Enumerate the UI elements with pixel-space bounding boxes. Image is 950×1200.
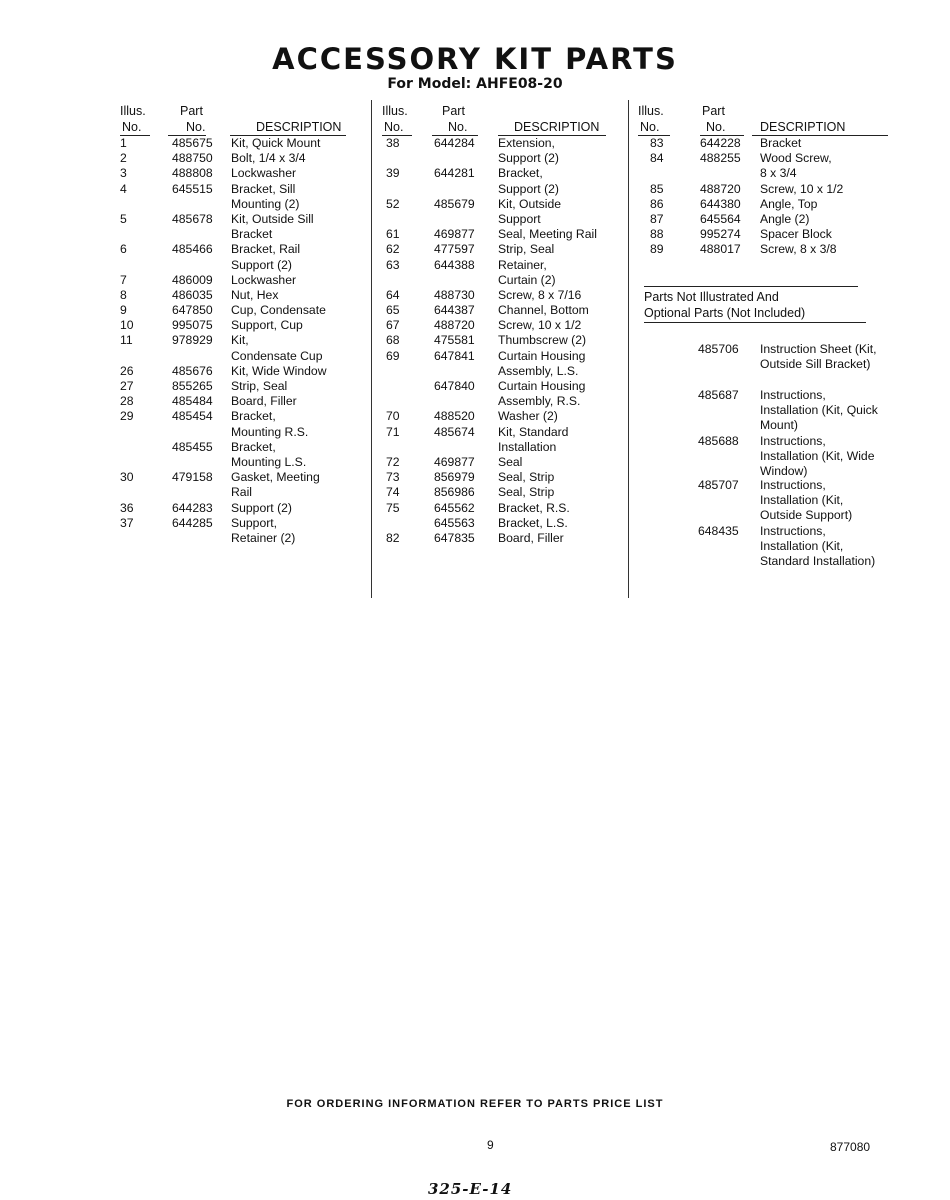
- table-row: [634, 182, 896, 197]
- part-description: Instructions, Installation (Kit, Outside Support): [760, 478, 853, 523]
- table-row: [378, 318, 630, 333]
- part-description: Bracket, Rail: [231, 242, 301, 257]
- part-description: Screw, 10 x 1/2: [498, 318, 582, 333]
- illus-number: 7: [120, 272, 127, 287]
- table-row: [634, 166, 896, 181]
- part-number: 644281: [434, 166, 475, 181]
- part-description: Instructions, Installation (Kit, Standard Installation): [760, 524, 876, 569]
- illus-number: 61: [386, 227, 400, 242]
- part-description: Lockwasher: [231, 272, 297, 287]
- part-number: 485688: [698, 434, 739, 448]
- part-number: 488017: [700, 242, 741, 257]
- part-description: Bolt, 1/4 x 3/4: [231, 151, 306, 166]
- table-row: [634, 242, 896, 257]
- part-number: 647841: [434, 348, 475, 363]
- parts-list: [378, 136, 630, 546]
- table-row: [378, 166, 630, 181]
- part-description: Kit,: [231, 333, 249, 348]
- parts-column-1: [114, 100, 376, 546]
- table-row: [114, 516, 376, 531]
- illus-number: 62: [386, 242, 400, 257]
- part-number: 488808: [172, 166, 213, 181]
- illus-number: 52: [386, 196, 400, 211]
- table-row: [114, 425, 376, 440]
- part-description: Bracket: [760, 136, 802, 150]
- illus-number: 36: [120, 500, 134, 515]
- illus-number: 6: [120, 242, 127, 257]
- part-description: Retainer (2): [231, 530, 296, 545]
- part-description: Rail: [231, 485, 252, 500]
- illus-number: 89: [650, 242, 664, 257]
- illus-number: 1: [120, 136, 127, 150]
- table-row: [378, 501, 630, 516]
- table-row: [114, 440, 376, 455]
- part-description: Wood Screw,: [760, 151, 832, 166]
- part-description: Cup, Condensate: [231, 303, 326, 318]
- part-description: Seal: [498, 454, 523, 469]
- illus-number: 82: [386, 530, 400, 545]
- illus-number: 65: [386, 303, 400, 318]
- part-number: 644284: [434, 136, 475, 150]
- table-row: [114, 501, 376, 516]
- part-number: 647840: [434, 379, 475, 393]
- part-number: 488750: [172, 151, 213, 166]
- part-description: Bracket,: [498, 166, 543, 181]
- table-row: [378, 531, 630, 546]
- table-row: [378, 379, 630, 394]
- table-row: [114, 197, 376, 212]
- part-number: 644388: [434, 257, 475, 272]
- table-row: [634, 212, 896, 227]
- part-description: Mounting L.S.: [231, 454, 307, 469]
- table-row: [378, 303, 630, 318]
- illus-number: 83: [650, 136, 664, 150]
- part-description: Curtain Housing: [498, 348, 586, 363]
- illus-number: 2: [120, 151, 127, 166]
- part-description: Screw, 10 x 1/2: [760, 181, 844, 196]
- illus-number: 3: [120, 166, 127, 181]
- part-description: Condensate Cup: [231, 348, 323, 363]
- part-description: Washer (2): [498, 409, 558, 424]
- illus-number: 73: [386, 470, 400, 485]
- part-description: Retainer,: [498, 257, 547, 272]
- part-number: 488720: [434, 318, 475, 333]
- part-number: 485484: [172, 394, 213, 409]
- illus-number: 9: [120, 303, 127, 318]
- illus-number: 86: [650, 196, 664, 211]
- part-description: Kit, Standard: [498, 424, 569, 439]
- part-number: 648435: [698, 524, 739, 538]
- illus-number: 87: [650, 211, 664, 226]
- part-number: 645515: [172, 181, 213, 196]
- part-number: 644380: [700, 196, 741, 211]
- part-description: Seal, Strip: [498, 485, 555, 500]
- part-description: Strip, Seal: [231, 379, 288, 393]
- part-no-header: No.: [448, 120, 468, 134]
- illus-number: 29: [120, 409, 134, 424]
- part-number: 488730: [434, 287, 475, 302]
- part-number: 485679: [434, 196, 475, 211]
- illus-number: 71: [386, 424, 400, 439]
- part-description: Support (2): [231, 500, 292, 515]
- part-description: Installation: [498, 439, 557, 454]
- part-number: 477597: [434, 242, 475, 257]
- optional-title-line-2: Optional Parts (Not Included): [644, 306, 806, 320]
- table-row: [114, 288, 376, 303]
- illus-number: 38: [386, 136, 400, 150]
- part-no-header: No.: [186, 120, 206, 134]
- part-description: Curtain (2): [498, 272, 556, 287]
- part-description: Support (2): [231, 257, 292, 272]
- description-header: DESCRIPTION: [760, 120, 846, 134]
- part-number: 486035: [172, 287, 213, 302]
- table-row: [378, 409, 630, 424]
- part-number: 647850: [172, 303, 213, 318]
- parts-list: [114, 136, 376, 546]
- part-description: Support, Cup: [231, 318, 303, 333]
- illus-number: 26: [120, 363, 134, 378]
- table-row: [114, 318, 376, 333]
- illus-no-header: No.: [384, 120, 404, 134]
- table-row: [378, 364, 630, 379]
- table-row: [378, 485, 630, 500]
- illus-number: 5: [120, 211, 127, 226]
- part-number: 469877: [434, 227, 475, 242]
- table-row: [114, 455, 376, 470]
- table-row: [634, 136, 896, 151]
- table-row: [378, 182, 630, 197]
- part-description: Instructions, Installation (Kit, Wide Window): [760, 434, 875, 479]
- table-row: [378, 197, 630, 212]
- part-description: Mounting R.S.: [231, 424, 309, 439]
- parts-column-3: [634, 100, 896, 569]
- part-number: 485454: [172, 409, 213, 424]
- illus-header: Illus.: [120, 104, 146, 118]
- part-description: Bracket,: [231, 439, 276, 454]
- part-number: 486009: [172, 272, 213, 287]
- part-description: Gasket, Meeting: [231, 470, 320, 485]
- part-number: 856986: [434, 485, 475, 500]
- ordering-footer: FOR ORDERING INFORMATION REFER TO PARTS PRICE LIST: [286, 1098, 664, 1110]
- part-description: Seal, Strip: [498, 470, 555, 485]
- table-row: [114, 470, 376, 485]
- part-description: Kit, Outside: [498, 196, 561, 211]
- part-description: Board, Filler: [498, 530, 564, 545]
- part-description: Channel, Bottom: [498, 303, 589, 318]
- table-row: [114, 273, 376, 288]
- table-row: [378, 136, 630, 151]
- table-row: [378, 455, 630, 470]
- table-row: [634, 151, 896, 166]
- page-title: ACCESSORY KIT PARTS: [272, 42, 678, 76]
- part-number: 475581: [434, 333, 475, 348]
- table-row: [634, 227, 896, 242]
- table-row: [114, 212, 376, 227]
- table-row: [114, 409, 376, 424]
- part-number: 485707: [698, 478, 739, 492]
- illus-number: 39: [386, 166, 400, 181]
- illus-number: 84: [650, 151, 664, 166]
- part-number: 645562: [434, 500, 475, 515]
- part-number: 978929: [172, 333, 213, 348]
- illus-number: 69: [386, 348, 400, 363]
- table-row: [114, 166, 376, 181]
- part-number: 647835: [434, 530, 475, 545]
- part-number: 855265: [172, 379, 213, 393]
- table-row: [378, 242, 630, 257]
- part-number: 645564: [700, 211, 741, 226]
- table-row: [378, 258, 630, 273]
- part-description: Seal, Meeting Rail: [498, 227, 597, 242]
- illus-number: 10: [120, 318, 134, 333]
- table-row: [378, 333, 630, 348]
- part-description: Strip, Seal: [498, 242, 555, 257]
- table-row: [378, 349, 630, 364]
- part-description: Support: [498, 211, 541, 226]
- part-description: Bracket, Sill: [231, 181, 296, 196]
- table-row: [378, 470, 630, 485]
- part-description: Support,: [231, 515, 278, 530]
- part-number: 995274: [700, 227, 741, 242]
- part-description: Instruction Sheet (Kit, Outside Sill Bracket): [760, 342, 877, 372]
- table-row: [114, 258, 376, 273]
- part-description: Kit, Quick Mount: [231, 136, 321, 150]
- table-row: [378, 425, 630, 440]
- table-row: [378, 394, 630, 409]
- illus-number: 37: [120, 515, 134, 530]
- illus-number: 67: [386, 318, 400, 333]
- column-header: [634, 100, 896, 136]
- part-description: Kit, Wide Window: [231, 363, 327, 378]
- illus-number: 8: [120, 287, 127, 302]
- part-description: 8 x 3/4: [760, 166, 797, 181]
- part-number: 644285: [172, 515, 213, 530]
- part-number: 488520: [434, 409, 475, 424]
- part-number: 485678: [172, 211, 213, 226]
- description-header: DESCRIPTION: [256, 120, 342, 134]
- part-description: Board, Filler: [231, 394, 297, 409]
- part-description: Kit, Outside Sill: [231, 211, 314, 226]
- part-description: Screw, 8 x 3/8: [760, 242, 837, 257]
- table-row: [114, 485, 376, 500]
- part-description: Bracket: [231, 227, 273, 242]
- illus-number: 68: [386, 333, 400, 348]
- illus-number: 27: [120, 379, 134, 393]
- illus-number: 75: [386, 500, 400, 515]
- illus-no-header: No.: [122, 120, 142, 134]
- section-rule: [644, 322, 866, 323]
- part-number: 856979: [434, 470, 475, 485]
- part-header: Part: [702, 104, 725, 118]
- page-number: 9: [487, 1138, 494, 1152]
- part-number: 469877: [434, 454, 475, 469]
- table-row: [378, 273, 630, 288]
- table-row: [114, 349, 376, 364]
- part-number: 644283: [172, 500, 213, 515]
- illus-number: 11: [120, 333, 133, 348]
- part-description: Bracket, R.S.: [498, 500, 570, 515]
- part-description: Bracket,: [231, 409, 276, 424]
- table-row: [378, 288, 630, 303]
- illus-number: 74: [386, 485, 400, 500]
- illus-number: 72: [386, 454, 400, 469]
- part-description: Support (2): [498, 151, 559, 166]
- illus-number: 28: [120, 394, 134, 409]
- part-number: 485674: [434, 424, 475, 439]
- part-number: 485706: [698, 342, 739, 356]
- part-description: Instructions, Installation (Kit, Quick Mount): [760, 388, 878, 433]
- column-header: [378, 100, 630, 136]
- description-header: DESCRIPTION: [514, 120, 600, 134]
- part-description: Support (2): [498, 181, 559, 196]
- part-description: Thumbscrew (2): [498, 333, 587, 348]
- illus-header: Illus.: [382, 104, 408, 118]
- illus-number: 30: [120, 470, 134, 485]
- section-rule: [644, 286, 858, 287]
- parts-column-2: [378, 100, 630, 546]
- table-row: [378, 212, 630, 227]
- table-row: [114, 303, 376, 318]
- part-description: Angle (2): [760, 211, 810, 226]
- part-number: 644387: [434, 303, 475, 318]
- model-subtitle: For Model: AHFE08-20: [387, 76, 563, 92]
- part-description: Mounting (2): [231, 196, 300, 211]
- part-header: Part: [180, 104, 203, 118]
- table-row: [378, 440, 630, 455]
- parts-list: [634, 136, 896, 258]
- part-number: 485455: [172, 439, 213, 454]
- part-number: 488720: [700, 181, 741, 196]
- part-description: Angle, Top: [760, 196, 818, 211]
- table-row: [114, 333, 376, 348]
- table-row: [114, 379, 376, 394]
- part-description: Assembly, R.S.: [498, 394, 581, 409]
- document-number: 877080: [830, 1140, 871, 1154]
- part-number: 485675: [172, 136, 213, 150]
- part-description: Lockwasher: [231, 166, 297, 181]
- part-number: 995075: [172, 318, 213, 333]
- part-header: Part: [442, 104, 465, 118]
- illus-number: 63: [386, 257, 400, 272]
- part-number: 644228: [700, 136, 741, 150]
- part-number: 479158: [172, 470, 213, 485]
- part-number: 485687: [698, 388, 739, 402]
- illus-no-header: No.: [640, 120, 660, 134]
- table-row: [378, 516, 630, 531]
- table-row: [114, 227, 376, 242]
- part-number: 485466: [172, 242, 213, 257]
- part-description: Spacer Block: [760, 227, 832, 242]
- part-no-header: No.: [706, 120, 726, 134]
- part-number: 485676: [172, 363, 213, 378]
- part-description: Nut, Hex: [231, 287, 279, 302]
- table-row: [114, 242, 376, 257]
- table-row: [378, 151, 630, 166]
- optional-title-line-1: Parts Not Illustrated And: [644, 290, 779, 304]
- table-row: [114, 151, 376, 166]
- illus-number: 85: [650, 181, 664, 196]
- part-description: Assembly, L.S.: [498, 363, 579, 378]
- illus-number: 64: [386, 287, 400, 302]
- part-number: 488255: [700, 151, 741, 166]
- table-row: [114, 182, 376, 197]
- table-row: [378, 227, 630, 242]
- illus-number: 4: [120, 181, 127, 196]
- part-number: 645563: [434, 515, 475, 530]
- table-row: [114, 136, 376, 151]
- table-row: [634, 197, 896, 212]
- table-row: [114, 364, 376, 379]
- part-description: Bracket, L.S.: [498, 515, 568, 530]
- illus-number: 88: [650, 227, 664, 242]
- part-description: Extension,: [498, 136, 555, 150]
- handwritten-note: 325-E-14: [428, 1180, 513, 1198]
- table-row: [114, 531, 376, 546]
- part-description: Screw, 8 x 7/16: [498, 287, 582, 302]
- part-description: Curtain Housing: [498, 379, 586, 393]
- column-header: [114, 100, 376, 136]
- illus-number: 70: [386, 409, 400, 424]
- table-row: [114, 394, 376, 409]
- illus-header: Illus.: [638, 104, 664, 118]
